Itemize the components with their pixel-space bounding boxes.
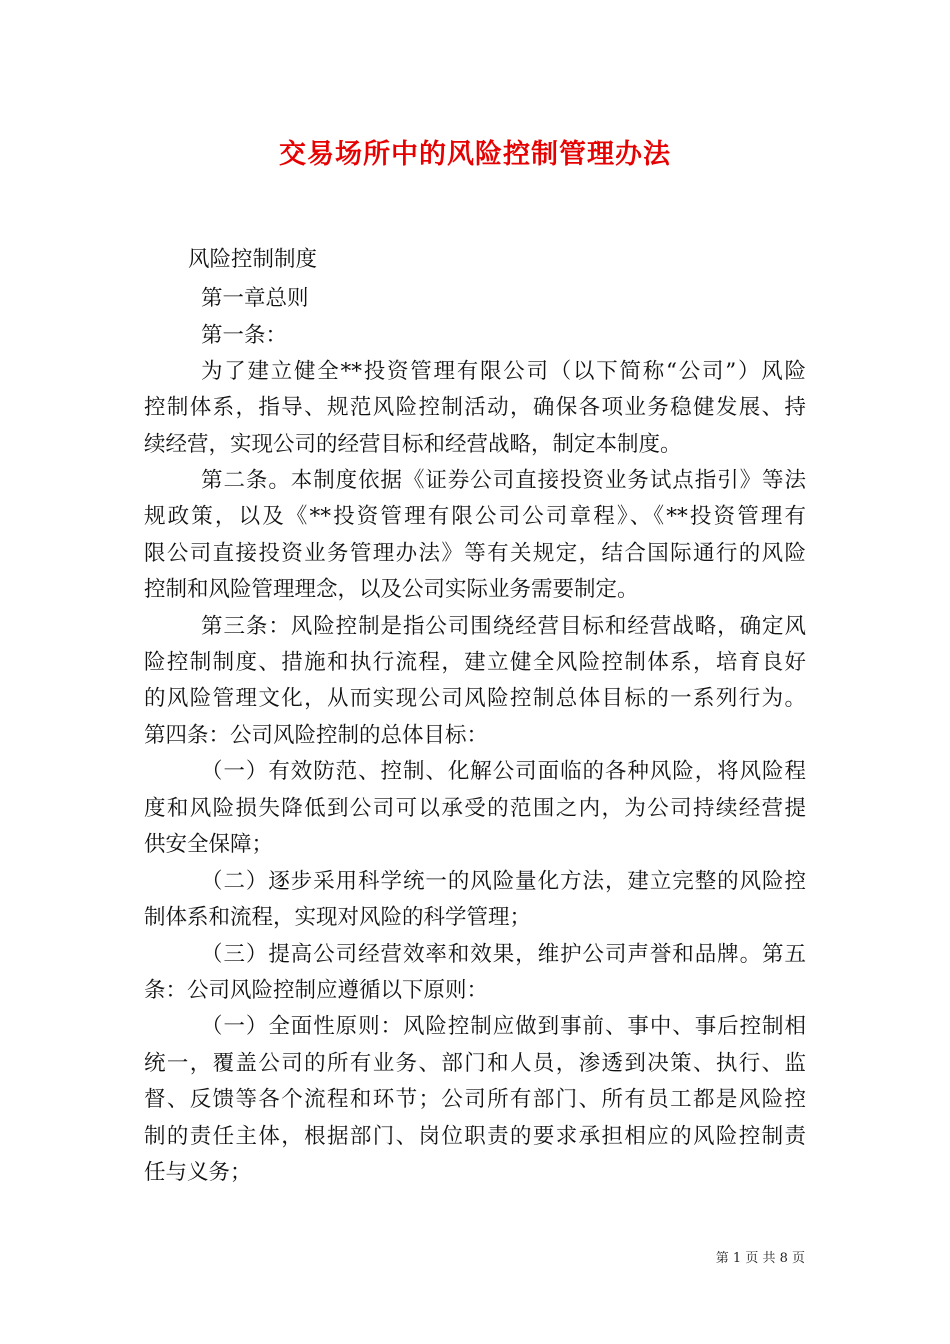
paragraph-line: 险控制制度、措施和执行流程，建立健全风险控制体系，培育良好: [144, 650, 806, 675]
paragraph-line: 督、反馈等各个流程和环节；公司所有部门、所有员工都是风险控: [144, 1087, 806, 1112]
paragraph-line: 第一章总则: [201, 286, 309, 311]
paragraph-line: 第三条：风险控制是指公司围绕经营目标和经营战略，确定风: [201, 614, 806, 639]
paragraph-line: （三）提高公司经营效率和效果，维护公司声誉和品牌。第五: [201, 942, 806, 967]
paragraph-line: 任与义务；: [144, 1160, 252, 1185]
paragraph-line: （一）全面性原则：风险控制应做到事前、事中、事后控制相: [201, 1014, 806, 1039]
paragraph-line: 控制体系，指导、规范风险控制活动，确保各项业务稳健发展、持: [144, 395, 806, 420]
paragraph-line: 控制和风险管理理念，以及公司实际业务需要制定。: [144, 577, 639, 602]
paragraph-line: 为了建立健全**投资管理有限公司（以下简称“公司”）风险: [201, 359, 806, 384]
paragraph-line: 规政策，以及《**投资管理有限公司公司章程》、《**投资管理有: [144, 504, 806, 529]
paragraph-line: 度和风险损失降低到公司可以承受的范围之内，为公司持续经营提: [144, 796, 806, 821]
paragraph-line: 第二条。本制度依据《证券公司直接投资业务试点指引》等法: [201, 468, 806, 493]
page-number: 第 1 页 共 8 页: [715, 1251, 805, 1266]
paragraph-line: 制的责任主体，根据部门、岗位职责的要求承担相应的风险控制责: [144, 1124, 806, 1149]
paragraph-line: （一）有效防范、控制、化解公司面临的各种风险，将风险程: [201, 759, 806, 784]
document-title: 交易场所中的风险控制管理办法: [279, 139, 671, 170]
paragraph-line: 条：公司风险控制应遵循以下原则：: [144, 978, 489, 1003]
paragraph-line: 制体系和流程，实现对风险的科学管理；: [144, 905, 532, 930]
paragraph-line: 统一，覆盖公司的所有业务、部门和人员，渗透到决策、执行、监: [144, 1051, 806, 1076]
paragraph-line: 限公司直接投资业务管理办法》等有关规定，结合国际通行的风险: [144, 541, 806, 566]
paragraph-line: 续经营，实现公司的经营目标和经营战略，制定本制度。: [144, 432, 682, 457]
paragraph-line: 第一条：: [201, 323, 288, 348]
paragraph-line: 供安全保障；: [144, 832, 274, 857]
paragraph-line: 风险控制制度: [188, 247, 318, 272]
paragraph-line: 的风险管理文化，从而实现公司风险控制总体目标的一系列行为。: [144, 686, 806, 711]
paragraph-line: 第四条：公司风险控制的总体目标：: [144, 723, 489, 748]
paragraph-line: （二）逐步采用科学统一的风险量化方法，建立完整的风险控: [201, 869, 806, 894]
